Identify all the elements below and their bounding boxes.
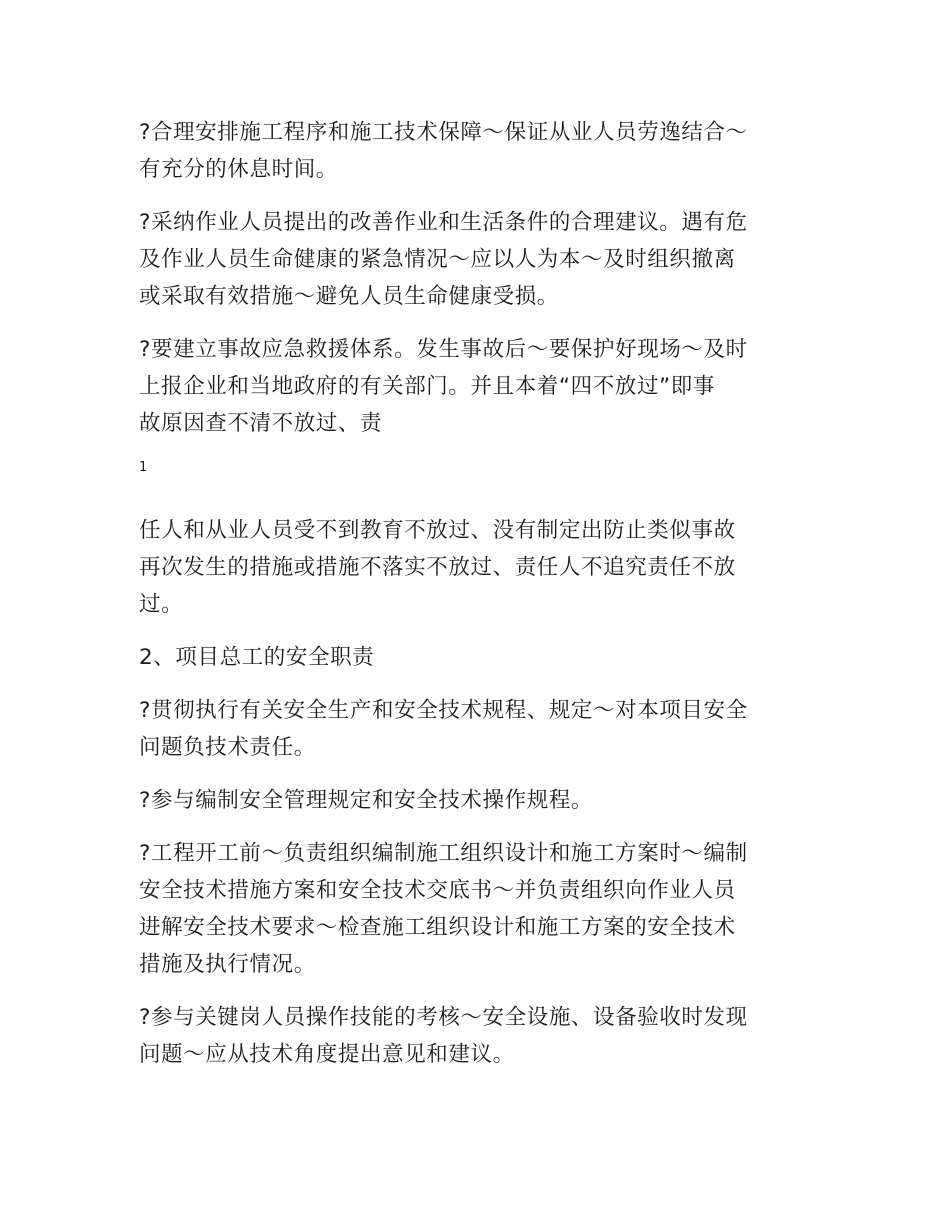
paragraph: [139, 114, 819, 188]
text-line: 进解安全技术要求～检查施工组织设计和施工方案的安全技术: [139, 915, 736, 940]
paragraph: [139, 639, 819, 676]
text-line: 及作业人员生命健康的紧急情况～应以人为本～及时组织撤离: [139, 247, 736, 272]
text-line: 再次发生的措施或措施不落实不放过、责任人不追究责任不放: [139, 555, 736, 580]
page-number: 1: [139, 460, 148, 475]
text-line: ?参与关键岗人员操作技能的考核～安全设施、设备验收时发现: [139, 1005, 748, 1030]
text-line: 上报企业和当地政府的有关部门。并且本着“四不放过”即事: [139, 374, 715, 399]
text-line: 或采取有效措施～避免人员生命健康受损。: [139, 284, 559, 309]
text-line: ?要建立事故应急救援体系。发生事故后～要保护好现场～及时: [139, 337, 748, 362]
paragraph: [139, 835, 819, 983]
text-line: ?贯彻执行有关安全生产和安全技术规程、规定～对本项目安全: [139, 698, 748, 723]
paragraph: [139, 782, 819, 819]
paragraph: [139, 512, 819, 623]
text-line: 问题～应从技术角度提出意见和建议。: [139, 1042, 515, 1067]
text-line: 安全技术措施方案和安全技术交底书～并负责组织向作业人员: [139, 878, 736, 903]
text-line: 有充分的休息时间。: [139, 157, 338, 182]
text-line: ?参与编制安全管理规定和安全技术操作规程。: [139, 788, 594, 813]
paragraph: [139, 692, 819, 766]
paragraph: [139, 204, 819, 315]
paragraph: [139, 331, 819, 442]
paragraph: [139, 999, 819, 1073]
text-line: 问题负技术责任。: [139, 735, 316, 760]
text-line: 任人和从业人员受不到教育不放过、没有制定出防止类似事故: [139, 518, 736, 543]
text-line: 措施及执行情况。: [139, 952, 316, 977]
document-body: [139, 114, 819, 1089]
text-line: 故原因查不清不放过、责: [139, 411, 383, 436]
text-line: 过。: [139, 592, 184, 617]
text-line: 2、项目总工的安全职责: [139, 645, 375, 670]
text-line: ?采纳作业人员提出的改善作业和生活条件的合理建议。遇有危: [139, 210, 748, 235]
text-line: ?工程开工前～负责组织编制施工组织设计和施工方案时～编制: [139, 841, 748, 866]
text-line: ?合理安排施工程序和施工技术保障～保证从业人员劳逸结合～: [139, 120, 748, 145]
